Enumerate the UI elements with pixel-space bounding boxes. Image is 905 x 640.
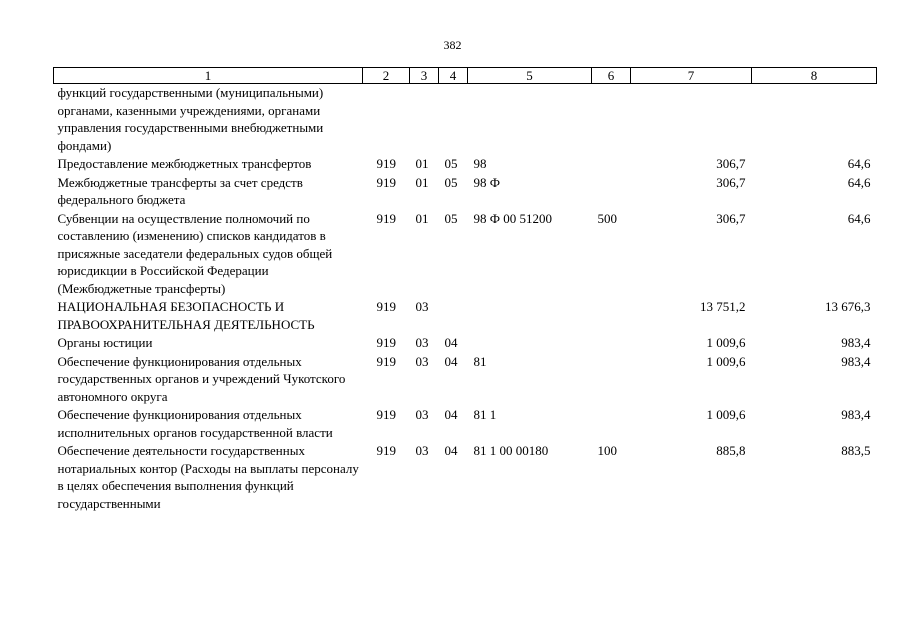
row-target-article-code: 98 Ф 00 51200 [473,210,553,226]
table-body [54,84,877,514]
row-grbs-code [363,84,410,156]
row-name: Обеспечение деятельности государственных нотариальных контор (Расходы на выплаты персоналу в целях обеспечения выполнения функций государственными [57,443,359,511]
row-amount-1: 1 009,6 [706,353,746,369]
row-section-code: 03 [415,353,429,369]
table-row [54,334,877,353]
row-expense-type-code: 100 [597,443,617,458]
row-subsection-code: 04 [444,443,458,458]
row-grbs-code: 919 [376,299,396,314]
row-grbs-code: 919 [376,443,396,458]
row-expense-type-code [592,406,631,442]
column-header-grbs: 2 [363,68,410,84]
table-header [54,68,877,84]
row-target-article-code [468,298,592,334]
row-section-code [410,84,439,156]
row-name: Обеспечение функционирования отдельных государственных органов и учреждений Чукотского автономного округа [57,353,346,404]
row-name: НАЦИОНАЛЬНАЯ БЕЗОПАСНОСТЬ И ПРАВООХРАНИТЕЛЬНАЯ ДЕЯТЕЛЬНОСТЬ [57,299,315,332]
row-amount-2 [752,84,877,156]
row-target-article-code: 81 [473,353,487,369]
row-name: функций государственными (муниципальными) органами, казенными учреждениями, органами управления государственными внебюджетными фондами) [57,85,324,153]
row-amount-1: 885,8 [716,443,746,458]
row-subsection-code: 04 [444,407,458,422]
row-amount-1: 306,7 [716,156,746,171]
row-target-article-code: 81 1 [473,407,497,422]
table-row [54,155,877,174]
row-target-article-code: 98 Ф [473,174,501,190]
row-subsection-code [439,298,468,334]
row-amount-1: 13 751,2 [700,299,746,314]
row-name: Субвенции на осуществление полномочий по составлению (изменению) списков кандидатов в присяжные заседатели федеральных судов общей юрисдикции в Российской Федерации (Межбюджетные трансферты) [57,210,333,296]
row-target-article-code: 81 1 00 00180 [473,443,549,458]
row-subsection-code: 04 [444,353,458,369]
row-grbs-code: 919 [376,210,396,226]
row-amount-1: 306,7 [716,174,746,190]
row-expense-type-code [592,353,631,407]
row-name: Органы юстиции [57,335,153,350]
row-section-code: 03 [415,443,429,458]
page-number: 382 [443,38,462,52]
row-subsection-code [439,84,468,156]
row-amount-2: 13 676,3 [825,299,871,314]
row-expense-type-code [592,334,631,353]
row-subsection-code: 05 [444,156,458,171]
row-grbs-code: 919 [376,407,396,422]
column-header-section: 3 [410,68,439,84]
row-amount-2: 64,6 [847,156,871,171]
table-row [54,210,877,299]
row-target-article-code [468,334,592,353]
budget-table [53,67,877,513]
row-subsection-code: 04 [444,335,458,350]
row-grbs-code: 919 [376,156,396,171]
table-row [54,298,877,334]
row-expense-type-code [592,84,631,156]
row-expense-type-code [592,298,631,334]
row-amount-2: 983,4 [841,353,871,369]
row-amount-1: 1 009,6 [706,407,746,422]
row-amount-2: 64,6 [847,210,871,226]
row-subsection-code: 05 [444,210,458,226]
row-section-code: 03 [415,407,429,422]
row-grbs-code: 919 [376,174,396,190]
table-row [54,406,877,442]
row-subsection-code: 05 [444,174,458,190]
row-name: Предоставление межбюджетных трансфертов [57,156,312,171]
row-expense-type-code: 500 [597,210,617,226]
row-section-code: 01 [415,156,429,171]
column-header-subsection: 4 [439,68,468,84]
row-section-code: 01 [415,210,429,226]
table-row [54,174,877,210]
row-name: Межбюджетные трансферты за счет средств федерального бюджета [57,174,303,207]
row-amount-2: 64,6 [847,174,871,190]
column-header-name: 1 [54,68,363,84]
row-section-code: 03 [415,335,429,350]
row-target-article-code: 98 [473,156,487,171]
column-header-amount-2: 8 [752,68,877,84]
column-header-amount-1: 7 [631,68,752,84]
row-expense-type-code [592,155,631,174]
row-section-code: 01 [415,174,429,190]
table-row [54,353,877,407]
table-row [54,442,877,513]
column-number-row [54,68,877,84]
row-amount-2: 983,4 [841,407,871,422]
row-section-code: 03 [415,299,429,314]
row-expense-type-code [592,174,631,210]
row-grbs-code: 919 [376,353,396,369]
row-amount-1: 1 009,6 [706,335,746,350]
row-name: Обеспечение функционирования отдельных исполнительных органов государственной власти [57,407,333,440]
table-row [54,84,877,156]
row-amount-2: 883,5 [841,443,871,458]
row-amount-1 [631,84,752,156]
row-target-article-code [468,84,592,156]
column-header-expense-type: 6 [592,68,631,84]
column-header-target-article: 5 [468,68,592,84]
row-grbs-code: 919 [376,335,396,350]
row-amount-2: 983,4 [841,335,871,350]
row-amount-1: 306,7 [716,210,746,226]
